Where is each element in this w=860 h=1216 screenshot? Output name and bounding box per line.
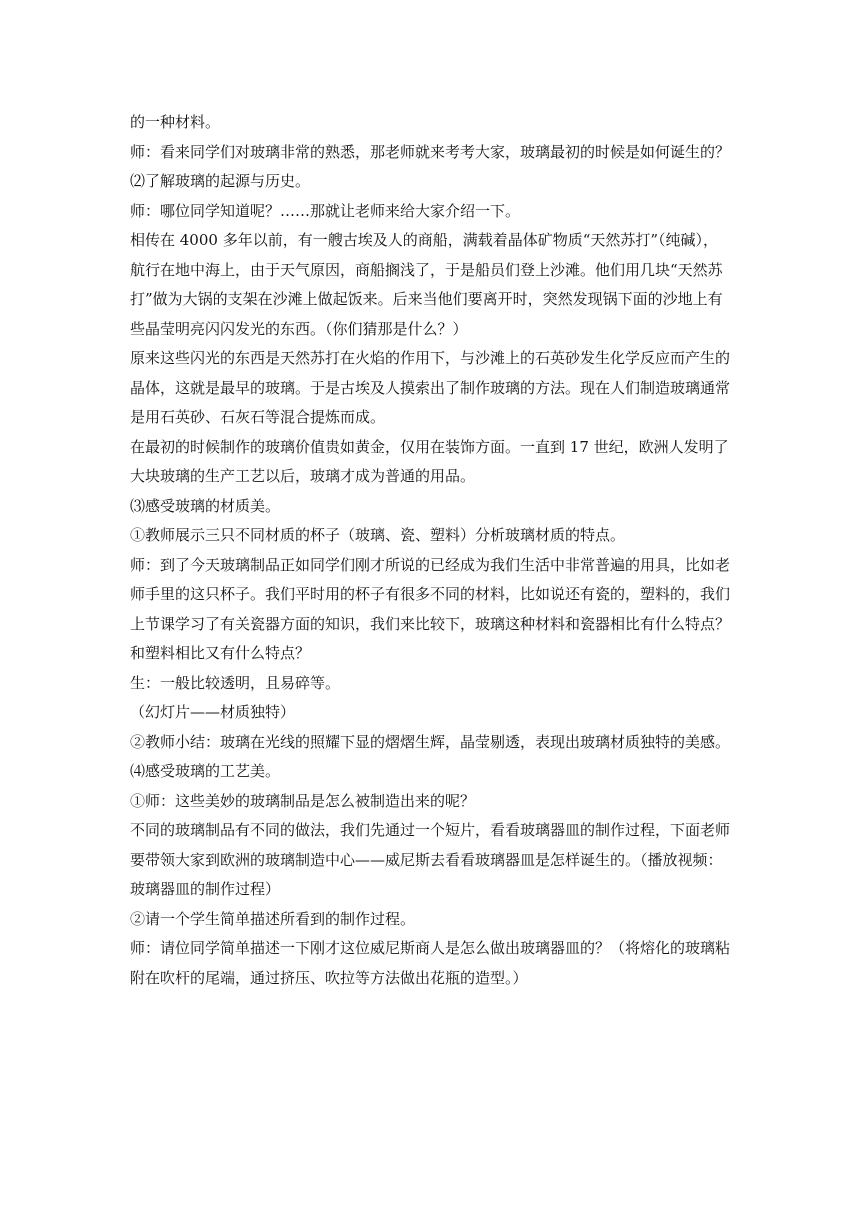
text-line: 师：到了今天玻璃制品正如同学们刚才所说的已经成为我们生活中非常普遍的用具，比如老	[130, 555, 731, 574]
text-line: 生：一般比较透明，且易碎等。	[130, 673, 341, 692]
text-line: 附在吹杆的尾端，通过挤压、吹拉等方法做出花瓶的造型。）	[130, 968, 528, 987]
text-line: 师：看来同学们对玻璃非常的熟悉，那老师就来考考大家，玻璃最初的时候是如何诞生的？	[130, 142, 731, 161]
text-line: 大块玻璃的生产工艺以后，玻璃才成为普通的用品。	[130, 467, 476, 485]
text-line: 在最初的时候制作的玻璃价值贵如黄金，仅用在装饰方面。一直到 17 世纪，欧洲人发明了	[130, 437, 729, 456]
text-line: 航行在地中海上，由于天气原因，商船搁浅了，于是船员们登上沙滩。他们用几块“天然苏	[130, 260, 723, 279]
text-line: 的一种材料。	[130, 113, 221, 131]
text-line: 上节课学习了有关瓷器方面的知识，我们来比较下，玻璃这种材料和瓷器相比有什么特点？	[130, 614, 731, 633]
text-line: 是用石英砂、石灰石等混合提炼而成。	[130, 408, 386, 426]
text-line: 师：哪位同学知道呢？……那就让老师来给大家介绍一下。	[130, 201, 521, 220]
text-line: ②请一个学生简单描述所看到的制作过程。	[130, 909, 416, 928]
text-line: ①师：这些美妙的玻璃制品是怎么被制造出来的呢？	[130, 791, 476, 810]
document-body	[130, 108, 742, 993]
text-line: 打”做为大锅的支架在沙滩上做起饭来。后来当他们要离开时，突然发现锅下面的沙地上有	[130, 290, 723, 308]
text-line: ⑷感受玻璃的工艺美。	[130, 762, 281, 780]
text-line: ①教师展示三只不同材质的杯子（玻璃、瓷、塑料）分析玻璃材质的特点。	[130, 526, 626, 544]
text-line: 师手里的这只杯子。我们平时用的杯子有很多不同的材料，比如说还有瓷的，塑料的，我们	[130, 585, 731, 603]
text-line: 师：请位同学简单描述一下刚才这位威尼斯商人是怎么做出玻璃器皿的？（将熔化的玻璃粘	[130, 939, 731, 957]
text-line: （幻灯片——材质独特）	[130, 703, 296, 721]
text-line: 原来这些闪光的东西是天然苏打在火焰的作用下，与沙滩上的石英砂发生化学反应而产生的	[130, 349, 731, 367]
text-line: ⑵了解玻璃的起源与历史。	[130, 172, 311, 190]
text-line: 晶体，这就是最早的玻璃。于是古埃及人摸索出了制作玻璃的方法。现在人们制造玻璃通常	[130, 378, 731, 397]
text-line: 要带领大家到欧洲的玻璃制造中心——威尼斯去看看玻璃器皿是怎样诞生的。（播放视频：	[130, 850, 723, 869]
text-line: 玻璃器皿的制作过程）	[130, 880, 281, 898]
text-line: 些晶莹明亮闪闪发光的东西。（你们猜那是什么？）	[130, 319, 468, 338]
text-line: ⑶感受玻璃的材质美。	[130, 496, 281, 515]
text-line: 不同的玻璃制品有不同的做法，我们先通过一个短片，看看玻璃器皿的制作过程，下面老师	[130, 821, 731, 839]
text-line: 相传在 4000 多年以前，有一艘古埃及人的商船，满载着晶体矿物质“天然苏打”（纯碱），	[130, 231, 719, 249]
text-line: 和塑料相比又有什么特点？	[130, 644, 311, 662]
text-line: ②教师小结：玻璃在光线的照耀下显的熠熠生辉，晶莹剔透，表现出玻璃材质独特的美感。	[130, 732, 731, 751]
